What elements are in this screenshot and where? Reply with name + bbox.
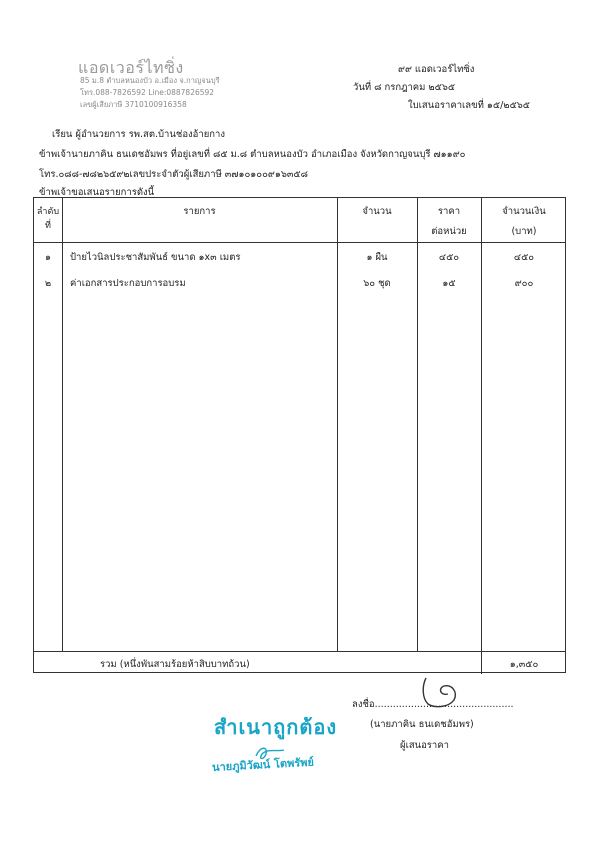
company-name: ๙๙ แอดเวอร์ไทซิ่ง [398, 64, 475, 75]
phone-tax-line: โทร.๐๘๘-๗๘๒๖๕๙๒เลขประจำตัวผู้เสียภาษี ๓๗๑๐๑๐๐๙๑๖๓๕๘ [39, 169, 308, 180]
sign-line: ลงชื่อ.............................................. [352, 699, 514, 710]
row-1-no: ๑ [44, 252, 52, 263]
col-divider-1 [62, 198, 63, 652]
header-item: รายการ [183, 206, 216, 217]
row-2-amount: ๙๐๐ [514, 278, 534, 289]
signer-role: ผู้เสนอราคา [400, 740, 449, 751]
header-no: ลำดับที่ [36, 207, 60, 231]
signature-scribble [418, 672, 462, 712]
row-1-qty: ๑ ผืน [366, 252, 388, 263]
row-1-item: ป้ายไวนิลประชาสัมพันธ์ ขนาด ๑x๓ เมตร [70, 252, 241, 263]
row-1-price: ๔๕๐ [438, 252, 460, 263]
recipient-line: เรียน ผู้อำนวยการ รพ.สต.บ้านช่องอ้ายกาง [52, 129, 225, 140]
quote-number: ใบเสนอราคาเลขที่ ๑๕/๒๕๖๕ [408, 100, 530, 111]
company-phone: โทร.088-7826592 Line:0887826592 [80, 88, 215, 97]
header-amount-2: (บาท) [511, 226, 537, 237]
row-1-amount: ๔๕๐ [513, 252, 535, 263]
row-2-qty: ๖๐ ชุด [363, 278, 391, 289]
company-tax-id: เลขผู้เสียภาษี 3710100916358 [80, 100, 187, 109]
document-date: วันที่ ๘ กรกฎาคม ๒๕๖๕ [353, 82, 456, 93]
col-divider-2 [337, 198, 338, 652]
col-divider-3 [417, 198, 418, 652]
header-divider [34, 242, 565, 243]
header-amount-1: จำนวนเงิน [502, 206, 546, 217]
header-price-1: ราคา [437, 206, 461, 217]
company-logo: แอดเวอร์ไทซิ่ง [78, 58, 184, 77]
certified-copy-stamp: สำเนาถูกต้อง [214, 715, 338, 739]
total-divider [34, 651, 565, 652]
col-divider-4 [481, 198, 482, 674]
total-label: รวม (หนึ่งพันสามร้อยห้าสิบบาทถ้วน) [100, 659, 250, 670]
intro-line: ข้าพเจ้านายภาคิน ธนเดชอัมพร ที่อยู่เลขที่ ๘๕ ม.๘ ตำบลหนองบัว อำเภอเมือง จังหวัดกาญจนบุรี ๗๑๑๙๐ [39, 149, 466, 160]
company-address: 85 ม.8 ตำบลหนองบัว อ.เมือง จ.กาญจนบุรี [80, 76, 220, 85]
total-value: ๑,๓๕๐ [509, 659, 539, 670]
row-2-item: ค่าเอกสารประกอบการอบรม [70, 278, 186, 289]
offer-line: ข้าพเจ้าขอเสนอรายการดังนี้ [39, 187, 155, 198]
header-qty: จำนวน [362, 206, 392, 217]
row-2-price: ๑๕ [442, 278, 456, 289]
signer-name: (นายภาคิน ธนเดชอัมพร) [370, 719, 474, 730]
stamp-signer-name: นายภูมิวัฒน์ โตพรัพย์ [211, 755, 315, 774]
header-price-2: ต่อหน่วย [431, 226, 467, 237]
row-2-no: ๒ [44, 278, 52, 289]
quotation-table [33, 197, 566, 673]
